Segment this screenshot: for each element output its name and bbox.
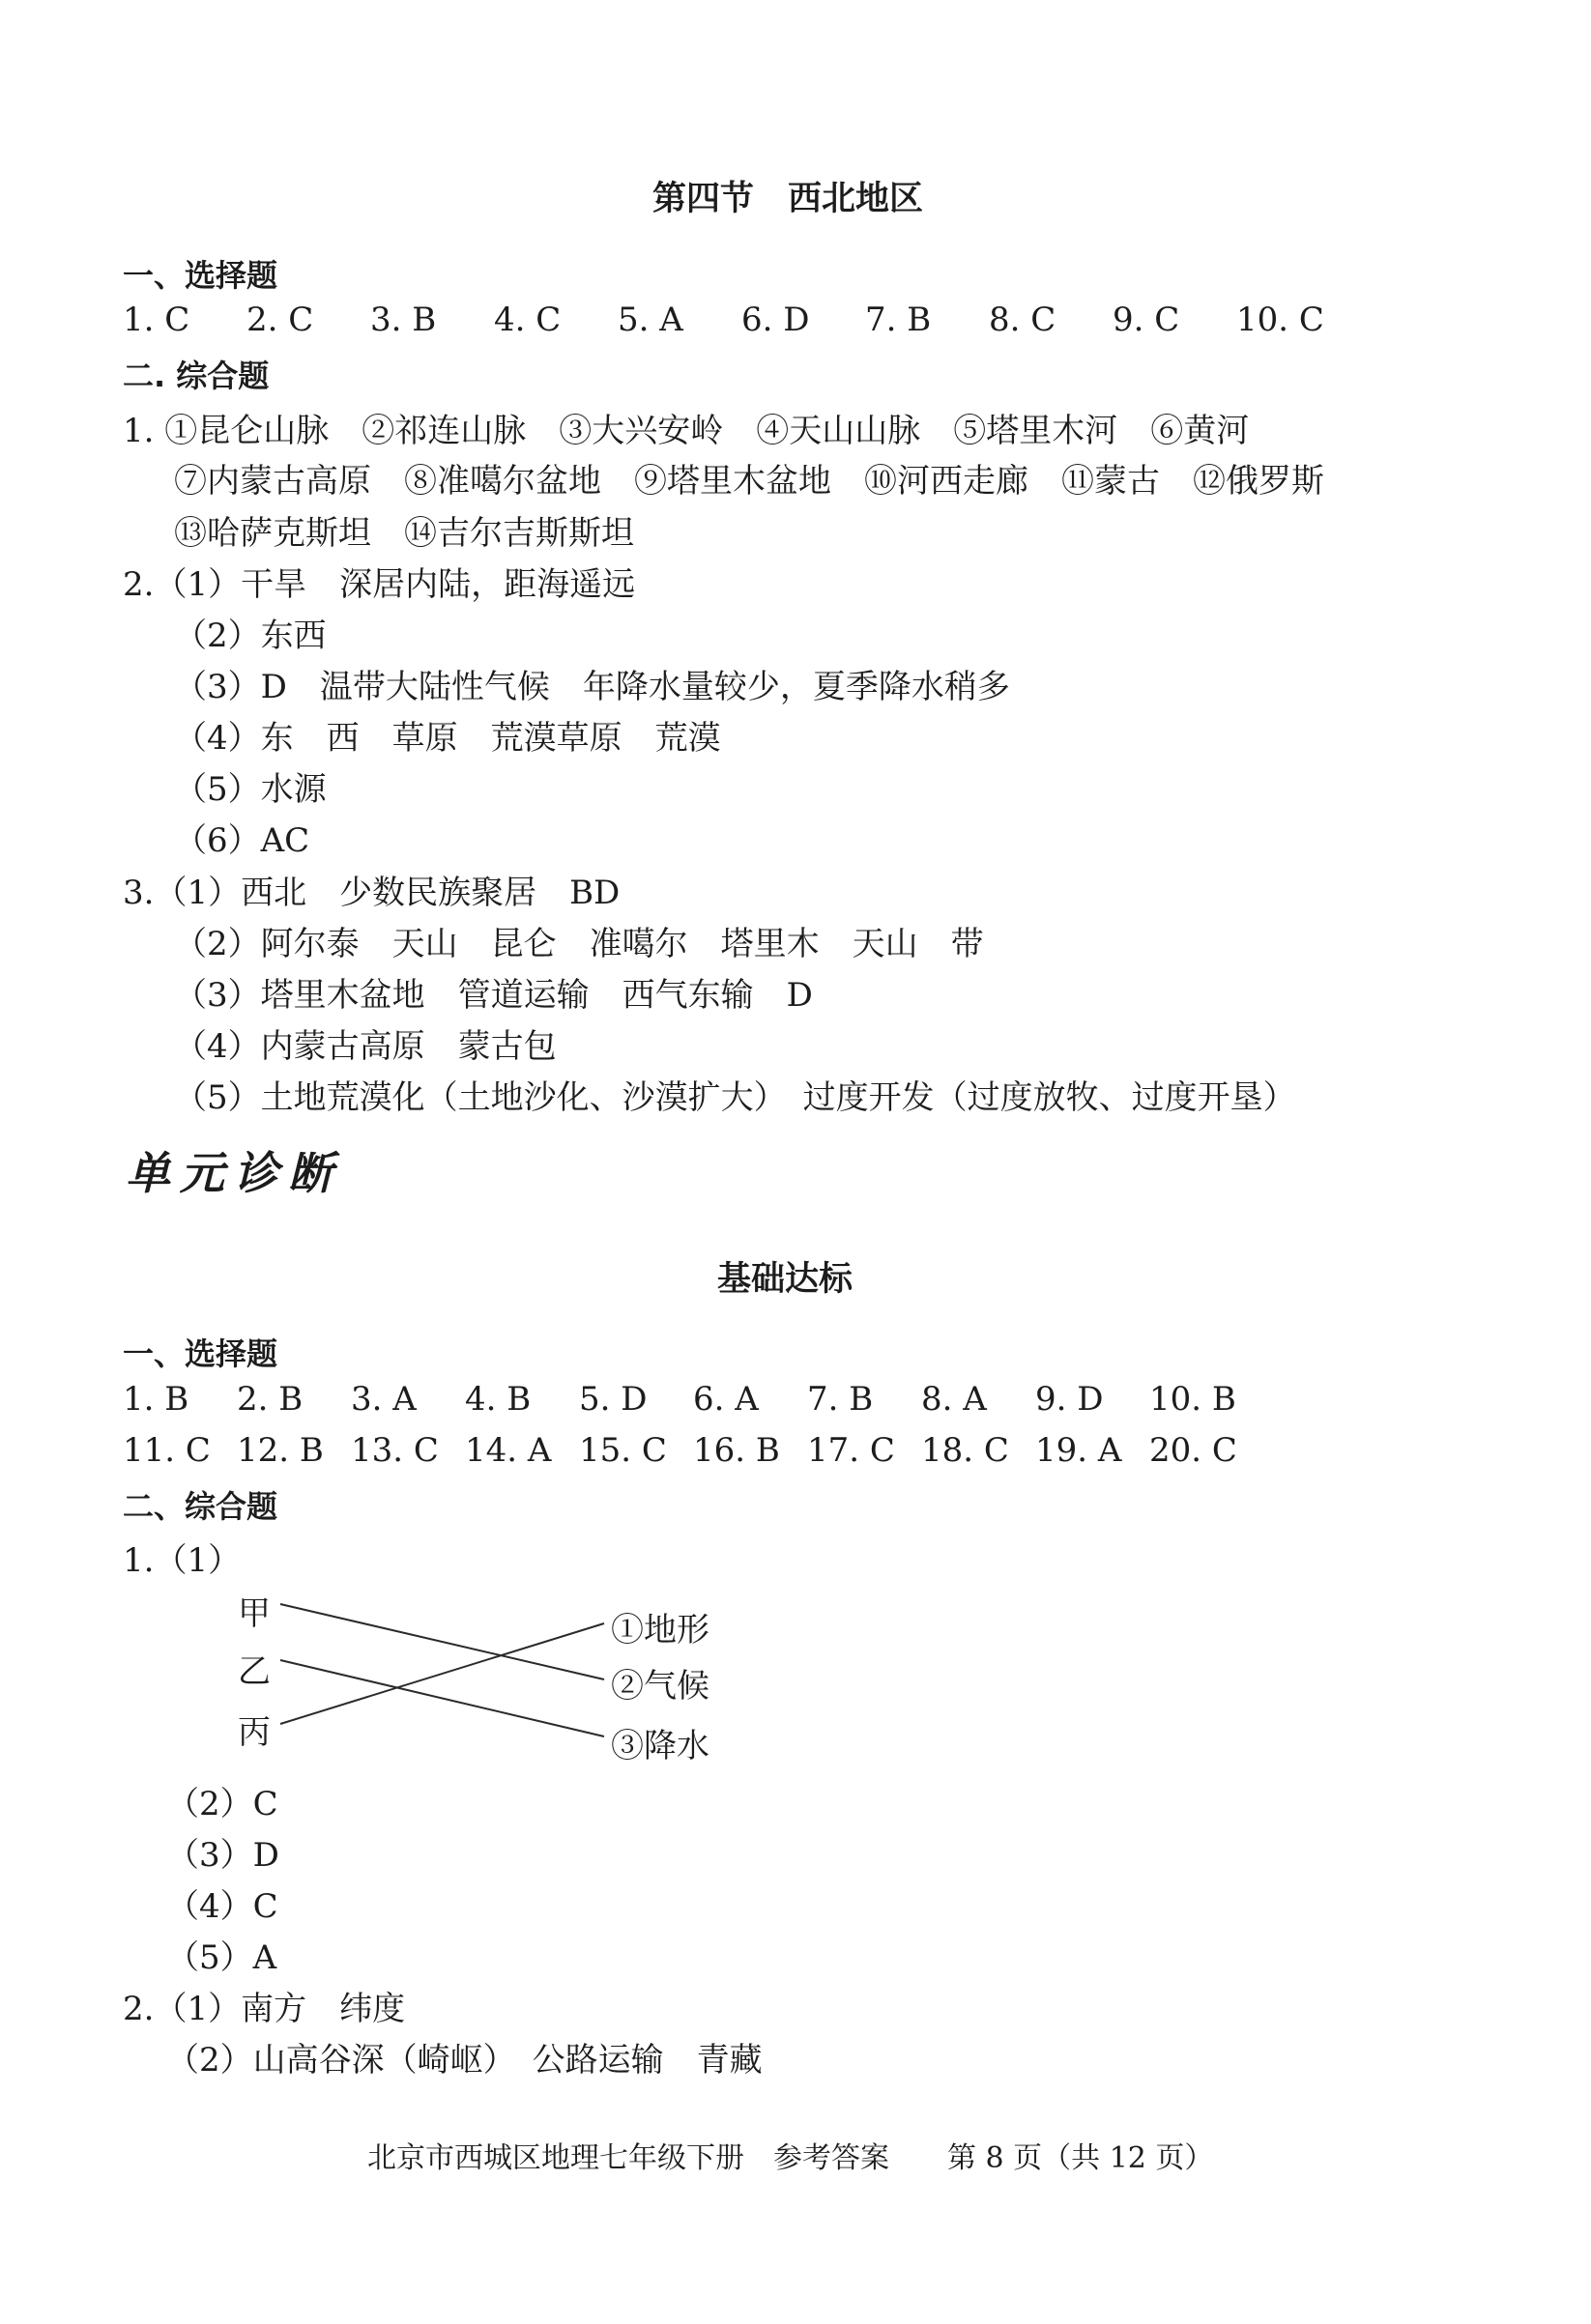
answer-item: 10. C	[1236, 301, 1324, 339]
match-left-item: 甲	[238, 1594, 271, 1633]
match-left-item: 乙	[238, 1652, 271, 1691]
comp-heading: 二. 综合题	[123, 358, 270, 394]
unit-q1-line: （2）C	[166, 1785, 278, 1823]
page-footer: 北京市西城区地理七年级下册 参考答案 第 8 页（共 12 页）	[367, 2141, 1214, 2175]
answer-item: 9. D	[1035, 1380, 1104, 1419]
answer-item: 17. C	[807, 1431, 895, 1470]
match-right-item: ②气候	[611, 1667, 709, 1706]
q2-line: （2）东西	[174, 617, 327, 655]
q2-line: （6）AC	[174, 821, 310, 860]
unit-comp-heading: 二、综合题	[123, 1488, 278, 1525]
answer-item: 3. B	[370, 301, 437, 339]
answer-item: 5. A	[618, 301, 683, 339]
q2-line: （5）水源	[174, 770, 327, 809]
unit-q1-label: 1.（1）	[123, 1541, 242, 1580]
answer-item: 8. C	[989, 301, 1056, 339]
answer-item: 3. A	[351, 1380, 417, 1419]
q3-line: （2）阿尔泰 天山 昆仑 准噶尔 塔里木 天山 带	[174, 925, 984, 963]
answer-item: 10. B	[1149, 1380, 1236, 1419]
match-line-bing-dixing	[280, 1623, 604, 1724]
q1-line: 1. ①昆仑山脉 ②祁连山脉 ③大兴安岭 ④天山山脉 ⑤塔里木河 ⑥黄河	[123, 412, 1250, 450]
answer-item: 7. B	[807, 1380, 874, 1419]
answer-item: 8. A	[921, 1380, 987, 1419]
answer-item: 9. C	[1113, 301, 1180, 339]
unit-choice-row-2	[123, 1431, 1237, 1470]
answer-item: 18. C	[921, 1431, 1009, 1470]
unit-q2-line: 2.（1）南方 纬度	[123, 1990, 406, 2028]
answer-item: 5. D	[579, 1380, 648, 1419]
q1-line: ⑬哈萨克斯坦 ⑭吉尔吉斯斯坦	[174, 514, 634, 553]
answer-item: 2. B	[237, 1380, 304, 1419]
unit-choice-row-1	[123, 1380, 1236, 1419]
unit-title: 单元诊断	[126, 1147, 342, 1199]
answer-item: 15. C	[579, 1431, 667, 1470]
unit-q1-line: （3）D	[166, 1836, 279, 1875]
answer-item: 6. D	[741, 301, 810, 339]
match-left-item: 丙	[238, 1713, 271, 1752]
q2-line: 2.（1）干旱 深居内陆，距海遥远	[123, 565, 636, 604]
answer-item: 20. C	[1149, 1431, 1237, 1470]
q2-line: （3）D 温带大陆性气候 年降水量较少，夏季降水稍多	[174, 668, 1010, 706]
unit-choice-heading: 一、选择题	[123, 1335, 278, 1372]
section-title: 第四节 西北地区	[652, 180, 924, 218]
match-line-yi-jiangshui	[280, 1660, 604, 1736]
unit-q2-line: （2）山高谷深（崎岖） 公路运输 青藏	[166, 2041, 763, 2080]
answer-item: 1. B	[123, 1380, 189, 1419]
answer-item: 6. A	[693, 1380, 759, 1419]
answer-item: 7. B	[865, 301, 932, 339]
answer-item: 11. C	[123, 1431, 211, 1470]
q3-line: （5）土地荒漠化（土地沙化、沙漠扩大） 过度开发（过度放牧、过度开垦）	[174, 1078, 1296, 1117]
answer-item: 4. C	[494, 301, 562, 339]
q3-line: 3.（1）西北 少数民族聚居 BD	[123, 874, 621, 912]
unit-subtitle: 基础达标	[717, 1260, 853, 1299]
unit-q1-line: （5）A	[166, 1938, 277, 1977]
answer-item: 1. C	[123, 301, 190, 339]
answer-item: 14. A	[465, 1431, 552, 1470]
match-line-jia-qihou	[280, 1604, 604, 1679]
unit-q1-line: （4）C	[166, 1887, 278, 1926]
answer-item: 4. B	[465, 1380, 532, 1419]
match-right-item: ③降水	[611, 1727, 709, 1765]
match-right-item: ①地形	[611, 1611, 709, 1650]
q3-line: （4）内蒙古高原 蒙古包	[174, 1027, 557, 1066]
answer-item: 13. C	[351, 1431, 439, 1470]
choice-heading: 一、选择题	[123, 257, 278, 294]
answer-item: 19. A	[1035, 1431, 1122, 1470]
answer-item: 16. B	[693, 1431, 780, 1470]
q3-line: （3）塔里木盆地 管道运输 西气东输 D	[174, 976, 813, 1015]
answer-item: 2. C	[246, 301, 314, 339]
q1-line: ⑦内蒙古高原 ⑧准噶尔盆地 ⑨塔里木盆地 ⑩河西走廊 ⑪蒙古 ⑫俄罗斯	[174, 462, 1324, 501]
answer-item: 12. B	[237, 1431, 324, 1470]
q2-line: （4）东 西 草原 荒漠草原 荒漠	[174, 719, 721, 758]
choice-answers-row	[123, 301, 1324, 339]
